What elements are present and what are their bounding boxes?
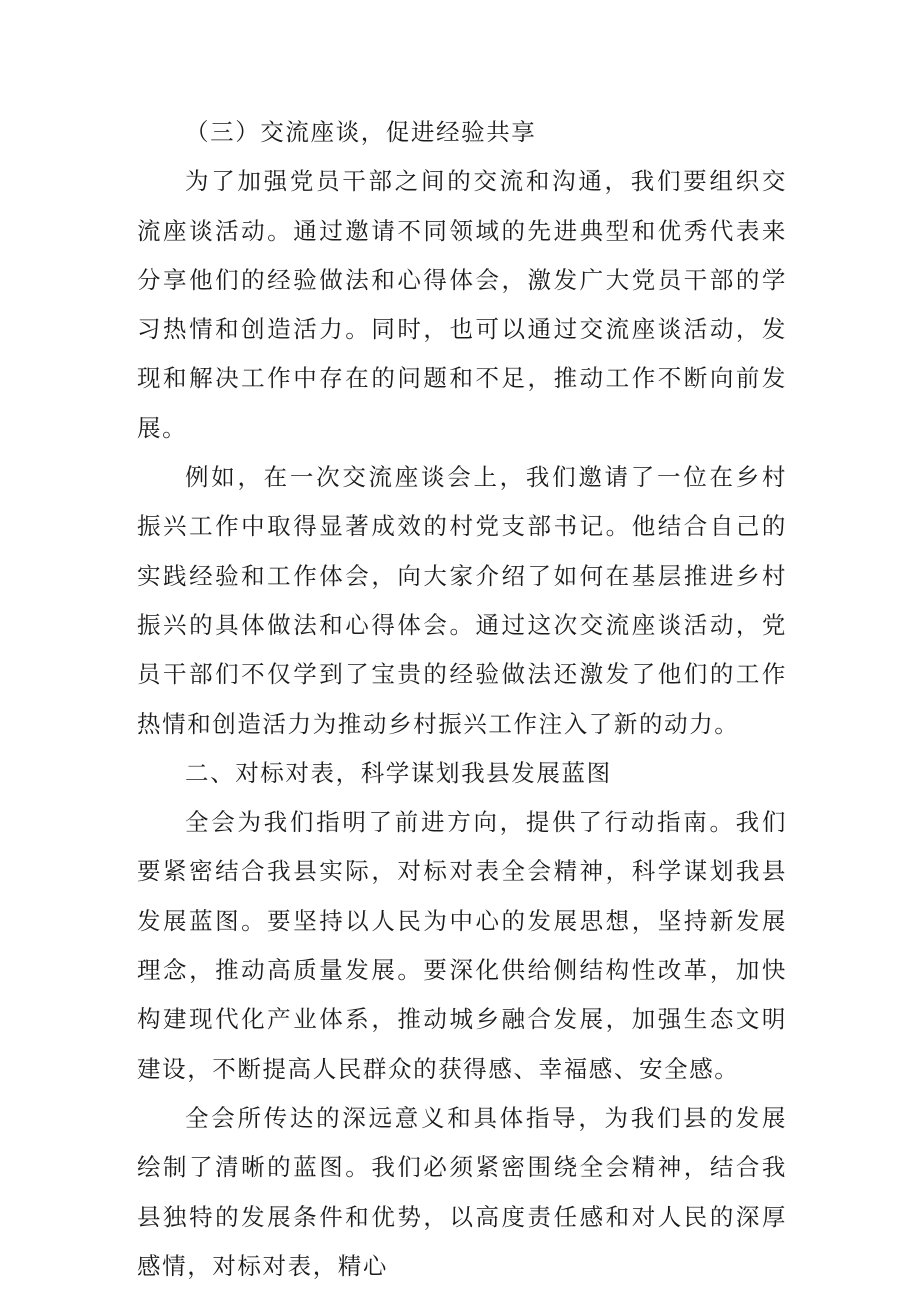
paragraph: 例如，在一次交流座谈会上，我们邀请了一位在乡村振兴工作中取得显著成效的村党支部书记。他结合自己的实践经验和工作体会，向大家介绍了如何在基层推进乡村振兴的具体做法和心得体会。通过这次交流座谈活动，党员干部们不仅学到了宝贵的经验做法还激发了他们的工作热情和创造活力为推动乡村振兴工作注入了新的动力。	[137, 463, 787, 738]
section-heading-exchange: （三）交流座谈，促进经验共享	[185, 118, 537, 146]
paragraph: 全会为我们指明了前进方向，提供了行动指南。我们要紧密结合我县实际，对标对表全会精神，科学谋划我县发展蓝图。要坚持以人民为中心的发展思想，坚持新发展理念，推动高质量发展。要深化供给侧结构性改革，加快构建现代化产业体系，推动城乡融合发展，加强生态文明建设，不断提高人民群众的获得感、幸福感、安全感。	[137, 808, 787, 1083]
paragraph: 全会所传达的深远意义和具体指导，为我们县的发展绘制了清晰的蓝图。我们必须紧密围绕全会精神，结合我县独特的发展条件和优势，以高度责任感和对人民的深厚感情，对标对表，精心	[137, 1103, 787, 1280]
section-heading-blueprint: 二、对标对表，科学谋划我县发展蓝图	[185, 758, 612, 787]
paragraph: 为了加强党员干部之间的交流和沟通，我们要组织交流座谈活动。通过邀请不同领域的先进典型和优秀代表来分享他们的经验做法和心得体会，激发广大党员干部的学习热情和创造活力。同时，也可以通过交流座谈活动，发现和解决工作中存在的问题和不足，推动工作不断向前发展。	[137, 167, 787, 442]
document-body	[137, 108, 787, 1291]
